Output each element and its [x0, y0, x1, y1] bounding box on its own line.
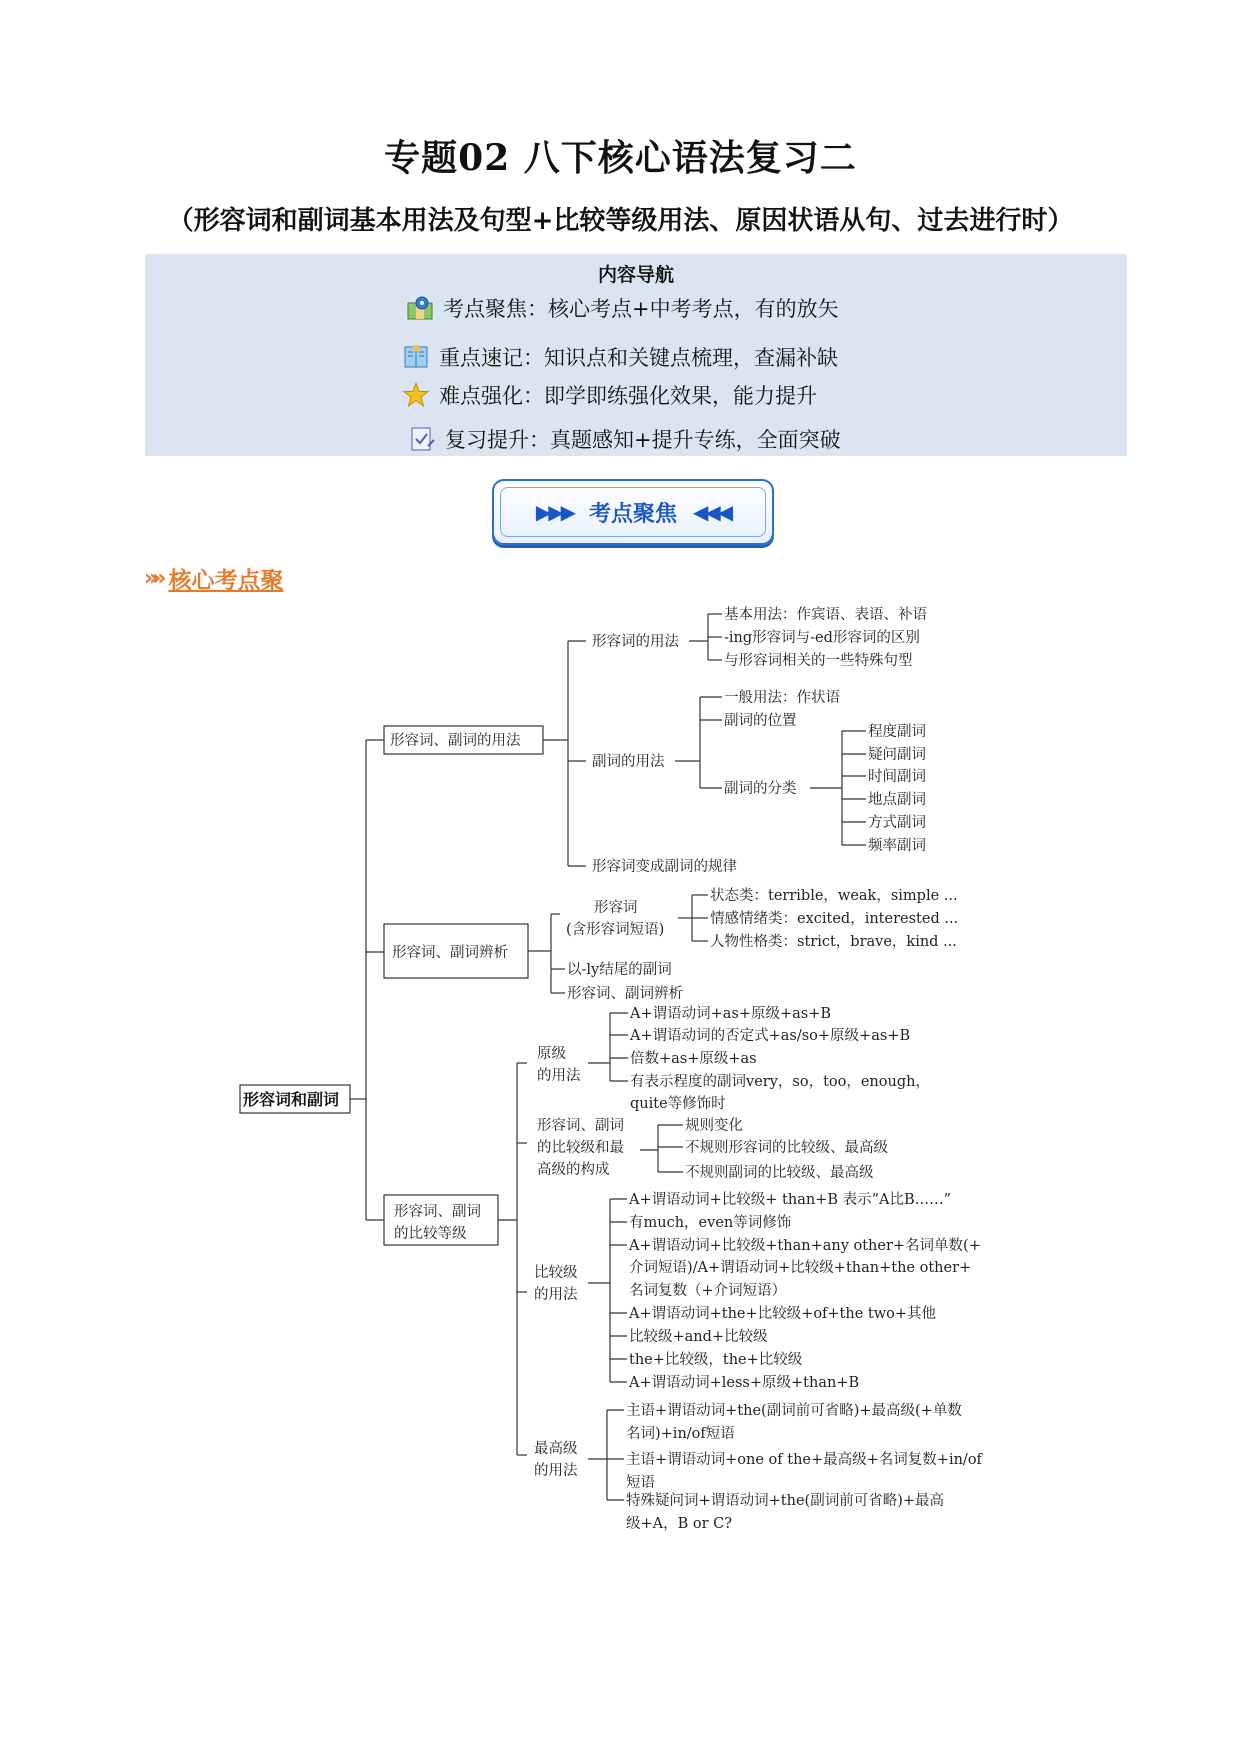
degree-formation-item: 不规则形容词的比较级、最高级 — [685, 1140, 888, 1156]
adv-class-item: 时间副词 — [868, 769, 926, 785]
branch-comparison-label-sub: 的比较等级 — [394, 1226, 467, 1242]
adj-usage-item: 基本用法：作宾语、表语、补语 — [724, 607, 927, 623]
adj-type-item: 情感情绪类：excited，interested ... — [710, 911, 959, 927]
adv-general-usage: 一般用法：作状语 — [724, 690, 840, 706]
comparative-usage-item: the+比较级，the+比较级 — [629, 1352, 803, 1368]
comparative-label: 比较级 — [534, 1265, 578, 1281]
branch-usage-label: 形容词、副词的用法 — [390, 733, 521, 749]
nav-item-focus-text: 考点聚焦：核心考点+中考考点，有的放矢 — [443, 297, 839, 321]
mindmap-root: 形容词和副词 — [243, 1090, 340, 1109]
comparative-usage-item: A+谓语动词+the+比较级+of+the two+其他 — [629, 1306, 937, 1322]
adv-class-item: 地点副词 — [868, 792, 926, 808]
nav-item-review-text: 复习提升：真题感知+提升专练，全面突破 — [445, 428, 841, 452]
adv-class-item: 方式副词 — [868, 815, 926, 831]
superlative-usage-item-cont: 名词)+in/of短语 — [626, 1426, 735, 1442]
positive-usage-item: 倍数+as+原级+as — [630, 1051, 757, 1067]
double-chevron-icon: »» — [144, 566, 161, 591]
superlative-usage-item: 主语+谓语动词+the(副词前可省略)+最高级(+单数 — [626, 1403, 962, 1419]
superlative-usage-item: 主语+谓语动词+one of the+最高级+名词复数+in/of — [626, 1452, 982, 1468]
positive-usage-item: A+谓语动词的否定式+as/so+原级+as+B — [630, 1028, 911, 1044]
degree-formation-item: 规则变化 — [685, 1118, 743, 1134]
adj-phrase-label: 形容词 — [594, 900, 638, 916]
degree-formation-label-3: 高级的构成 — [537, 1162, 610, 1178]
superlative-usage-item-cont: 级+A，B or C? — [626, 1516, 733, 1532]
nav-item-notes-text: 重点速记：知识点和关键点梳理，查漏补缺 — [439, 346, 838, 370]
document-title: 专题02 八下核心语法复习二 — [384, 137, 857, 179]
superlative-usage-item: 特殊疑问词+谓语动词+the(副词前可省略)+最高 — [626, 1493, 945, 1509]
nav-title: 内容导航 — [597, 264, 674, 286]
positive-usage-item: A+谓语动词+as+原级+as+B — [630, 1006, 832, 1022]
comparative-usage-item-cont: 介词短语)/A+谓语动词+比较级+than+the other+ — [629, 1260, 972, 1276]
adv-position: 副词的位置 — [724, 713, 797, 729]
adv-class-item: 频率副词 — [868, 838, 926, 854]
positive-usage-item: 有表示程度的副词very，so，too，enough， — [630, 1074, 930, 1090]
adv-class-item: 疑问副词 — [868, 747, 926, 763]
comparative-usage-item: A+谓语动词+比较级+than+any other+名词单数(+ — [629, 1238, 981, 1254]
degree-formation-label-2: 的比较级和最 — [537, 1140, 624, 1156]
adj-usage-label: 形容词的用法 — [592, 634, 679, 650]
document-subtitle: （形容词和副词基本用法及句型+比较等级用法、原因状语从句、过去进行时） — [167, 206, 1074, 236]
degree-formation-label: 形容词、副词 — [537, 1118, 624, 1134]
adj-to-adv-rule: 形容词变成副词的规律 — [592, 859, 737, 875]
banner-label: 考点聚焦 — [588, 501, 677, 527]
ly-adverb-item: 以-ly结尾的副词 — [567, 962, 672, 978]
banner-arrows-left: ▶▶▶ — [535, 500, 573, 524]
comparative-usage-item: A+谓语动词+比较级+ than+B 表示“A比B……” — [629, 1192, 952, 1208]
branch-comparison-label: 形容词、副词 — [394, 1204, 481, 1220]
adv-usage-label: 副词的用法 — [592, 754, 665, 770]
adv-class-item: 程度副词 — [868, 724, 926, 740]
adj-usage-item: 与形容词相关的一些特殊句型 — [724, 653, 913, 669]
comparative-label-sub: 的用法 — [534, 1287, 578, 1303]
superlative-label-sub: 的用法 — [534, 1463, 578, 1479]
comparative-usage-item: A+谓语动词+less+原级+than+B — [629, 1375, 860, 1391]
nav-item-difficulty-text: 难点强化：即学即练强化效果，能力提升 — [439, 384, 817, 408]
adj-adv-distinguish-item: 形容词、副词辨析 — [567, 986, 683, 1002]
positive-usage-item-cont: quite等修饰时 — [630, 1096, 726, 1112]
superlative-label: 最高级 — [534, 1441, 578, 1457]
adj-type-item: 人物性格类：strict，brave，kind ... — [710, 934, 957, 950]
comparative-usage-item: 比较级+and+比较级 — [629, 1329, 768, 1345]
comparative-usage-item-cont: 名词复数（+介词短语） — [629, 1283, 787, 1299]
adj-usage-item: -ing形容词与-ed形容词的区别 — [724, 630, 920, 646]
positive-degree-label: 原级 — [537, 1046, 566, 1062]
superlative-usage-item-cont: 短语 — [626, 1475, 655, 1491]
adv-class-label: 副词的分类 — [724, 781, 797, 797]
adj-phrase-label-sub: (含形容词短语) — [566, 922, 665, 938]
adj-type-item: 状态类：terrible，weak，simple ... — [710, 888, 958, 904]
branch-distinguish-label: 形容词、副词辨析 — [392, 945, 508, 961]
comparative-usage-item: 有much，even等词修饰 — [629, 1215, 792, 1231]
positive-degree-label-sub: 的用法 — [537, 1068, 581, 1084]
section-heading-label: 核心考点聚 — [168, 567, 284, 594]
banner-arrows-right: ◀◀◀ — [693, 500, 731, 524]
degree-formation-item: 不规则副词的比较级、最高级 — [685, 1165, 874, 1181]
